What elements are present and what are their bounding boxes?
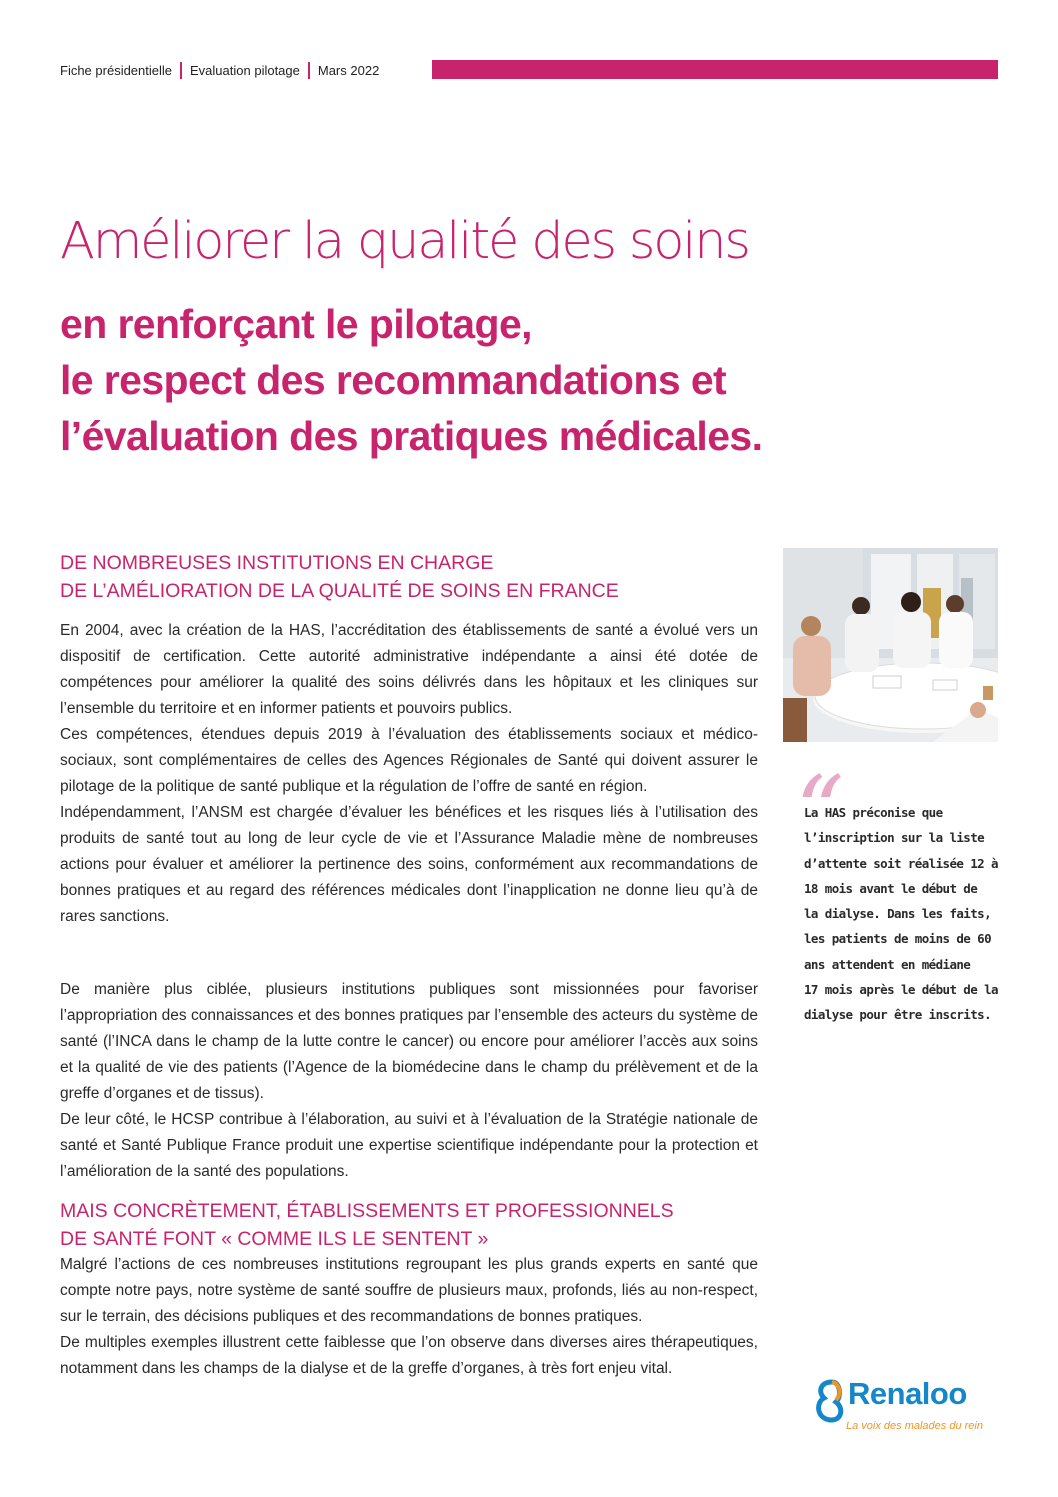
breadcrumb [60, 60, 379, 80]
subtitle-line: le respect des recommandations et [60, 357, 727, 403]
pull-quote [804, 800, 1000, 1028]
subtitle-line: l’évaluation des pratiques médicales. [60, 413, 763, 459]
paragraph: De multiples exemples illustrent cette faiblesse que l’on observe dans diverses aires thérapeutiques, notamment dans les champs de la dialyse et de la greffe d’organes, à très fort enjeu vital. [60, 1334, 758, 1377]
paragraph: Indépendamment, l’ANSM est chargée d’évaluer les bénéfices et les risques liés à l’utilisation des produits de santé tout au long de leur cycle de vie et l’Assurance Maladie mène de nombreuses actions pour évaluer et améliorer la pertinence des soins, conformément aux recommandations de bonnes pratiques et au regard des références médicales dont l’inapplication ne donne lieu qu’à de rares sanctions. [60, 804, 758, 925]
quote-line: 18 mois avant le début de [804, 880, 978, 896]
crumb-separator [308, 62, 310, 79]
section-heading-practices [60, 1197, 760, 1253]
paragraph: Malgré l’actions de ces nombreuses institutions regroupant les plus grands experts en santé que compte notre pays, notre système de santé souffre de plusieurs maux, profonds, liés au non-respect, sur le terrain, des décisions publiques et des recommandations de bonnes pratiques. [60, 1256, 758, 1325]
page-title: Améliorer la qualité des soins [60, 212, 749, 271]
paragraph: De leur côté, le HCSP contribue à l’élaboration, au suivi et à l’évaluation de la Stratégie nationale de santé et Santé Publique France produit une expertise scientifique indépendante pour la protection et l’amélioration de la santé des populations. [60, 1111, 758, 1180]
paragraph: Ces compétences, étendues depuis 2019 à l’évaluation des établissements sociaux et médico-sociaux, sont complémentaires de celles des Agences Régionales de Santé qui doivent assurer le pilotage de la politique de santé publique et la régulation de l’offre de santé en région. [60, 726, 758, 795]
crumb-date: Mars 2022 [317, 62, 380, 78]
quote-line: l’inscription sur la liste [804, 830, 985, 846]
section-body-institutions-2 [60, 977, 758, 1185]
kidney-logo-icon [812, 1378, 846, 1424]
section-body-practices [60, 1252, 758, 1382]
heading-line: MAIS CONCRÈTEMENT, ÉTABLISSEMENTS ET PROFESSIONNELS [60, 1200, 674, 1222]
heading-line: DE L’AMÉLIORATION DE LA QUALITÉ DE SOINS EN FRANCE [60, 580, 619, 602]
header-bar [60, 60, 998, 80]
section-body-institutions [60, 618, 758, 930]
header-accent-bar [432, 60, 998, 79]
logo-tagline: La voix des malades du rein [846, 1420, 983, 1432]
crumb-topic: Evaluation pilotage [190, 62, 300, 78]
quote-line: la dialyse. Dans les faits, [804, 906, 991, 922]
section-heading-institutions [60, 549, 760, 605]
crumb-type: Fiche présidentielle [60, 62, 173, 78]
quote-line: dialyse pour être inscrits. [804, 1007, 991, 1023]
renaloo-logo [812, 1376, 998, 1446]
heading-line: DE NOMBREUSES INSTITUTIONS EN CHARGE [60, 552, 494, 574]
quote-line: ans attendent en médiane [804, 956, 971, 972]
logo-name: Renaloo [848, 1376, 967, 1411]
quote-line: les patients de moins de 60 [804, 931, 991, 947]
paragraph: De manière plus ciblée, plusieurs institutions publiques sont missionnées pour favoriser l’appropriation des connaissances et des bonnes pratiques par l’ensemble des acteurs du système de santé (l’INCA dans le champ de la lutte contre le cancer) ou encore pour améliorer l’accès aux soins et la qualité de vie des patients (l’Agence de la biomédecine dans le champ du prélèvement et de la greffe d’organes et de tissus). [60, 981, 758, 1102]
quote-line: 17 mois après le début de la [804, 982, 998, 998]
paragraph: En 2004, avec la création de la HAS, l’accréditation des établissements de santé a évolué vers un dispositif de certification. Cette autorité administrative indépendante a ainsi été dotée de compétences pour améliorer la qualité des soins délivrés dans les hôpitaux et les cliniques sur l’ensemble du territoire et en informer patients et pouvoirs publics. [60, 622, 758, 717]
page-subtitle [60, 296, 960, 464]
heading-line: DE SANTÉ FONT « COMME ILS LE SENTENT » [60, 1228, 489, 1250]
meeting-photo [783, 548, 998, 742]
subtitle-line: en renforçant le pilotage, [60, 301, 532, 347]
quote-line: La HAS préconise que [804, 805, 943, 820]
quote-line: d’attente soit réalisée 12 à [804, 855, 998, 871]
quote-mark-icon: “ [795, 756, 845, 868]
crumb-separator [180, 62, 182, 79]
